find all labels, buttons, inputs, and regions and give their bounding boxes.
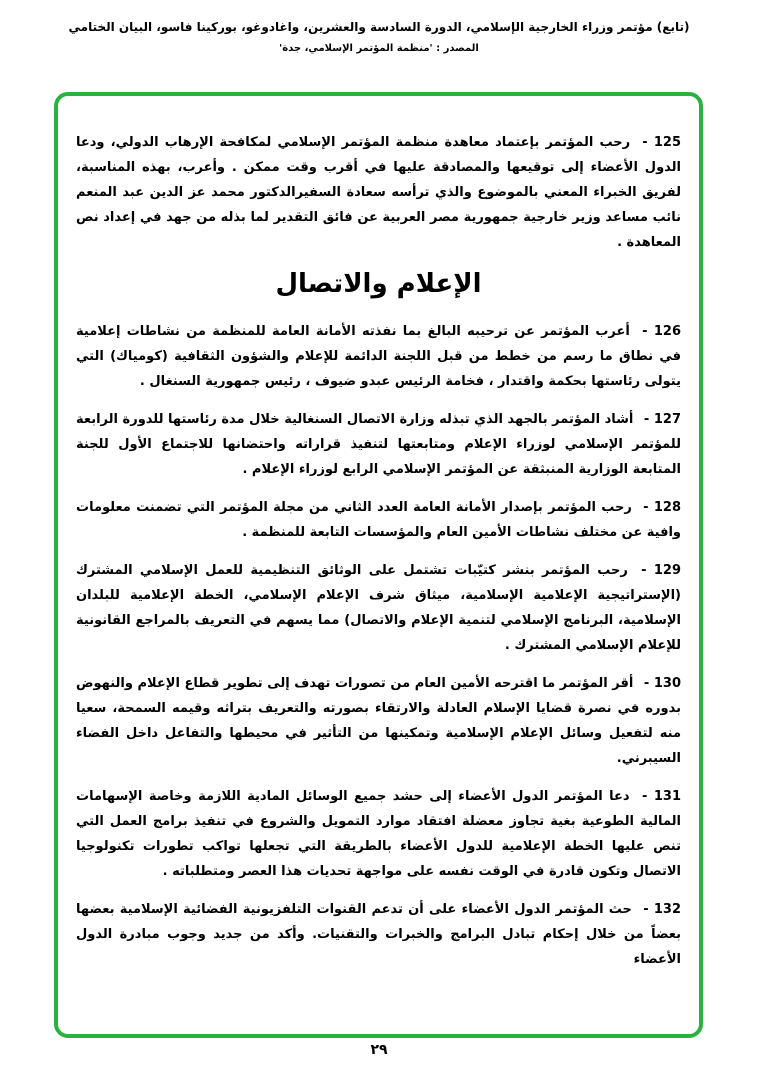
paragraph-130 <box>76 671 681 771</box>
paragraph-132 <box>76 897 681 972</box>
paragraph-number: 128 - <box>643 500 681 515</box>
paragraph-text: رحب المؤتمر بنشر كتيّبات تشتمل على الوثائق التنظيمية للعمل الإسلامي المشترك (الإستراتيجية الإعلامية الإسلامية، ميثاق شرف الإعلام الإسلامي، الخطة الإعلامية للبلدان الإسلامية، البرنامج الإسلامي لتنمية الإعلام والاتصال) مما يسهم في التعريف بالمراجع القانونية للإعلام الإسلامي المشترك . <box>76 563 681 653</box>
paragraph-text: رحب المؤتمر بإعتماد معاهدة منظمة المؤتمر الإسلامي لمكافحة الإرهاب الدولي، ودعا الدول الأعضاء إلى توقيعها والمصادقة عليها في أقرب وقت ممكن . وأعرب، بهذه المناسبة، لفريق الخبراء المعني بالموضوع والذي ترأسه سعادة السفيرالدكتور محمد عز الدين عبد المنعم نائب مساعد وزير خارجية جمهورية مصر العربية عن فائق التقدير لما بذله من جهد في إعداد نص المعاهدة . <box>76 135 681 250</box>
paragraph-text: أشاد المؤتمر بالجهد الذي تبذله وزارة الاتصال السنغالية خلال مدة رئاستها للدورة الرابعة للمؤتمر الإسلامي لوزراء الإعلام ومتابعتها لتنفيذ قراراته واحتضانها للاجتماع الأول للجنة المتابعة الوزارية المنبثقة عن المؤتمر الإسلامي الرابع لوزراء الإعلام . <box>76 412 681 477</box>
document-header <box>0 0 758 54</box>
paragraph-number: 130 - <box>643 676 681 691</box>
section-heading: الإعلام والاتصال <box>275 269 482 299</box>
paragraph-text: رحب المؤتمر بإصدار الأمانة العامة العدد الثاني من مجلة المؤتمر التي تضمنت معلومات وافية عن مختلف نشاطات الأمين العام والمؤسسات التابعة للمنظمة . <box>76 500 681 540</box>
paragraph-127 <box>76 407 681 482</box>
paragraph-number: 131 - <box>642 789 682 804</box>
header-source: المصدر : 'منظمة المؤتمر الإسلامي، جدة' <box>279 43 479 54</box>
paragraph-number: 125 - <box>642 135 681 150</box>
paragraph-131 <box>76 784 681 884</box>
paragraph-number: 126 - <box>642 324 682 339</box>
paragraph-129 <box>76 558 681 658</box>
paragraph-125 <box>76 130 681 255</box>
paragraph-number: 132 - <box>643 902 681 917</box>
paragraph-128 <box>76 495 681 545</box>
paragraph-126 <box>76 319 681 394</box>
paragraph-text: أعرب المؤتمر عن ترحيبه البالغ بما نفذته الأمانة العامة للمنظمة من نشاطات إعلامية في نطاق ما رسم من خطط من قبل اللجنة الدائمة للإعلام والشؤون الثقافية (كومياك) التي يتولى رئاستها بحكمة واقتدار ، فخامة الرئيس عبدو ضيوف ، رئيس جمهورية السنغال . <box>76 324 681 389</box>
paragraph-number: 127 - <box>643 412 682 427</box>
paragraph-number: 129 - <box>641 563 681 578</box>
paragraph-text: حث المؤتمر الدول الأعضاء على أن تدعم القنوات التلفزيونية الفضائية الإسلامية بعضها بعضاً من خلال إحكام تبادل البرامج والخبرات والتقنيات. وأكد من جديد وجوب مبادرة الدول الأعضاء <box>76 902 681 967</box>
content-frame <box>54 92 703 1038</box>
paragraph-text: دعا المؤتمر الدول الأعضاء إلى حشد جميع الوسائل المادية اللازمة وخاصة الإسهامات المالية الطوعية بغية تجاوز معضلة افتقاد موارد التمويل والشروع في تنفيذ برامج العمل التي تنص عليها الخطة الإعلامية للدول الأعضاء بالطريقة التي تجعلها تواكب تطورات تكنولوجيا الاتصال وتكون قادرة في الوقت نفسه على مواجهة تحديات هذا العصر ومتطلباته . <box>76 789 681 879</box>
page-number: ٢٩ <box>370 1042 388 1058</box>
header-title: (تابع) مؤتمر وزراء الخارجية الإسلامي، الدورة السادسة والعشرين، واغادوغو، بوركينا فاسو، البيان الختامي <box>68 20 690 34</box>
paragraph-text: أقر المؤتمر ما اقترحه الأمين العام من تصورات تهدف إلى تطوير قطاع الإعلام والنهوض بدوره في نصرة قضايا الإسلام العادلة والارتقاء بصورته والتعريف بتراثه وقيمه السمحة، سعيا منه لتفعيل وسائل الإعلام الإسلامية وتمكينها من التأثير في محيطها والتفاعل داخل الفضاء السيبرني. <box>76 676 681 766</box>
